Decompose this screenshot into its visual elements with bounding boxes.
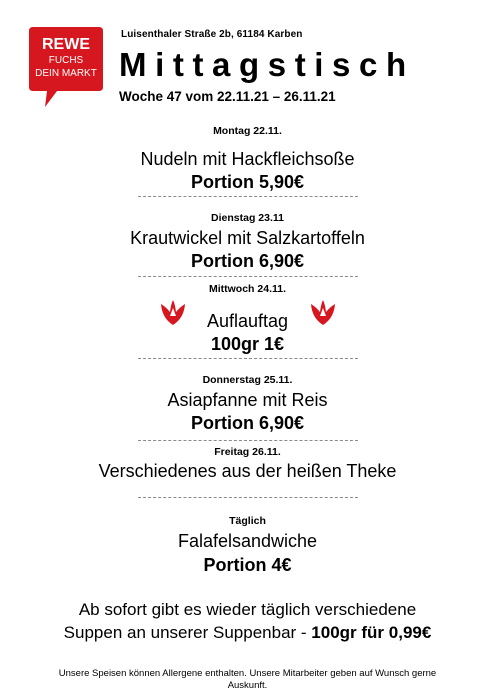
price-thursday: Portion 6,90€ [190, 413, 305, 433]
soup-notice-line1: Ab sofort gibt es wieder täglich verschiedene [78, 600, 417, 619]
price-wednesday: 100gr 1€ [210, 334, 285, 354]
logo-fuchs: FUCHS [48, 55, 84, 66]
separator [138, 440, 358, 441]
rewe-logo [27, 25, 105, 109]
logo-dein-markt: DEIN MARKT [35, 68, 97, 79]
day-label-monday: Montag 22.11. [213, 125, 282, 137]
page-title: Mittagstisch [119, 46, 415, 83]
day-label-wednesday: Mittwoch 24.11. [208, 283, 287, 295]
soup-notice-line2 [0, 621, 495, 645]
dish-wednesday: Auflauftag [206, 311, 289, 331]
dish-daily: Falafelsandwiche [177, 531, 318, 551]
logo-rewe: REWE [42, 36, 90, 53]
price-monday: Portion 5,90€ [190, 172, 305, 192]
price-daily: Portion 4€ [203, 555, 292, 575]
day-label-thursday: Donnerstag 25.11. [202, 374, 293, 386]
soup-notice-price: 100gr für 0,99€ [311, 623, 432, 642]
dish-thursday: Asiapfanne mit Reis [167, 390, 328, 410]
day-label-tuesday: Dienstag 23.11 [211, 212, 284, 224]
separator [138, 497, 358, 498]
day-label-daily: Täglich [229, 515, 266, 527]
dish-tuesday: Krautwickel mit Salzkartoffeln [130, 228, 365, 248]
day-label-friday: Freitag 26.11. [214, 446, 281, 458]
allergen-note-line2: Auskunft. [227, 680, 268, 691]
separator [138, 196, 358, 197]
week-range: Woche 47 vom 22.11.21 – 26.11.21 [119, 89, 336, 104]
dish-friday: Verschiedenes aus der heißen Theke [98, 461, 397, 481]
separator [138, 358, 358, 359]
price-tuesday: Portion 6,90€ [190, 251, 305, 271]
soup-notice-text: Suppen an unserer Suppenbar - [63, 623, 312, 642]
allergen-note-line1: Unsere Speisen können Allergene enthalten. Unsere Mitarbeiter geben auf Wunsch gerne [58, 668, 437, 679]
dish-monday: Nudeln mit Hackfleichsoße [140, 149, 355, 169]
separator [138, 276, 358, 277]
store-address: Luisenthaler Straße 2b, 61184 Karben [121, 29, 303, 40]
